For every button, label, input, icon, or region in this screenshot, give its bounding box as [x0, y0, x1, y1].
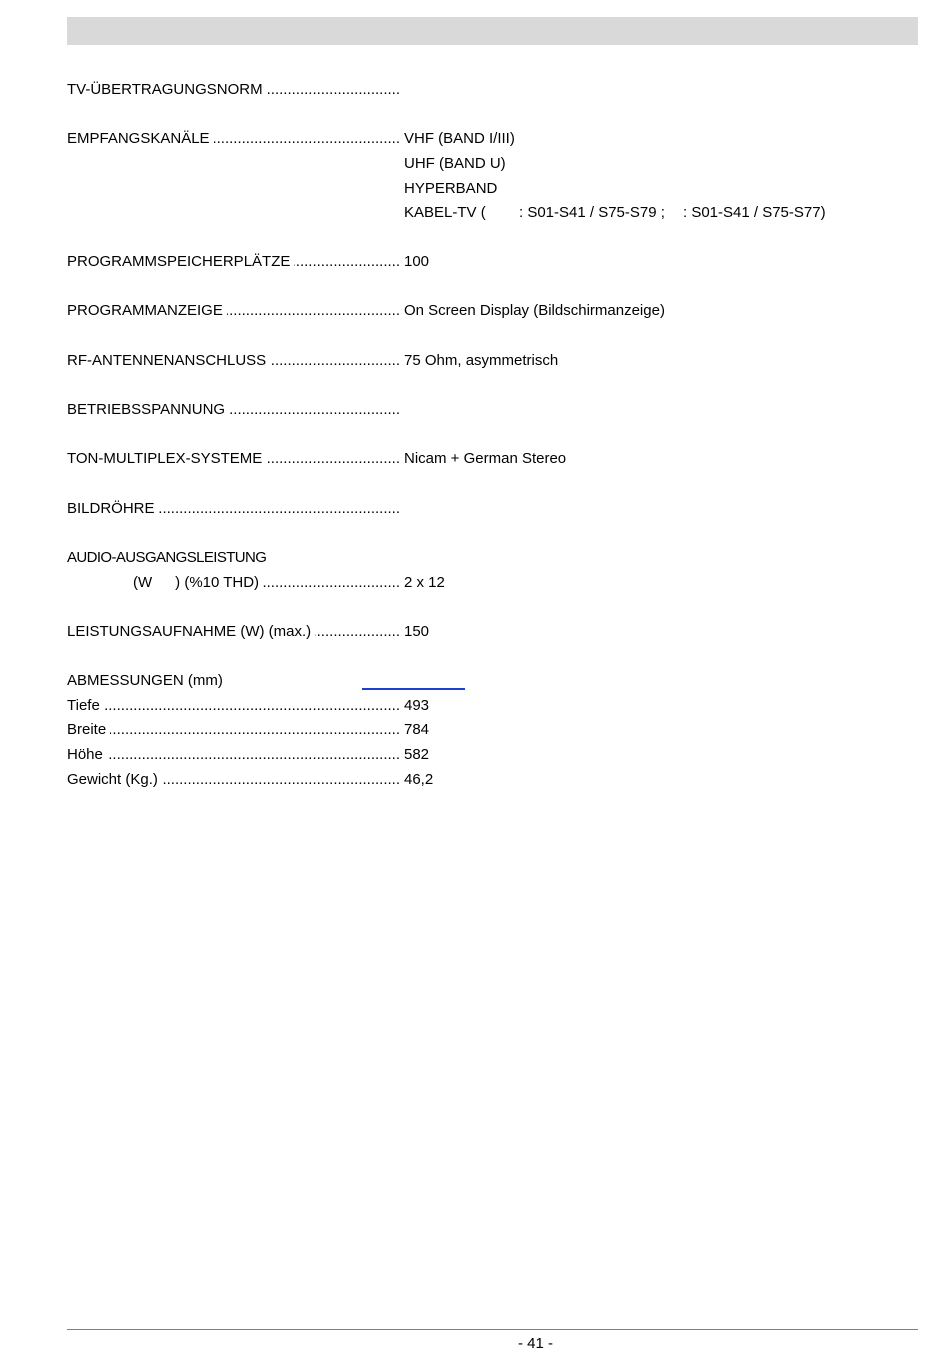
- dot-leader: [270, 352, 400, 370]
- spec-label: Höhe: [67, 746, 103, 763]
- dot-leader: [104, 697, 400, 715]
- spec-row-program-memory: [67, 253, 429, 271]
- dot-leader: [266, 450, 400, 468]
- spec-leader: [67, 81, 400, 99]
- spec-leader: [67, 746, 400, 764]
- spec-leader: [67, 771, 400, 789]
- spec-value: Nicam + German Stereo: [404, 450, 567, 467]
- dot-leader: [162, 771, 400, 789]
- spec-row-channels: [67, 130, 515, 148]
- spec-value-cable: [404, 204, 826, 222]
- link-underline: [362, 688, 465, 690]
- dot-leader: [229, 401, 400, 419]
- spec-label: PROGRAMMANZEIGE: [67, 302, 223, 319]
- spec-row-program-display: [67, 302, 665, 320]
- spec-value: 784: [404, 721, 430, 738]
- dot-leader: [159, 500, 400, 518]
- spec-row-sound-systems: [67, 450, 566, 468]
- cable-prefix: KABEL-TV (: [404, 204, 486, 221]
- spec-label: Breite: [67, 721, 107, 738]
- spec-value-hyperband: HYPERBAND: [404, 180, 498, 197]
- audio-unit-prefix: (W: [133, 574, 153, 591]
- cable-range-2: : S01-S41 / S75-S77): [683, 204, 826, 221]
- header-bar: [67, 17, 918, 45]
- spec-label: RF-ANTENNENANSCHLUSS: [67, 352, 267, 369]
- spec-row-audio-output: [67, 574, 445, 592]
- spec-value: 493: [404, 697, 430, 714]
- spec-leader: [67, 130, 400, 148]
- spec-value: 2 x 12: [404, 574, 445, 591]
- spec-label: Tiefe: [67, 697, 100, 714]
- spec-row-width: [67, 721, 429, 739]
- spec-value: 100: [404, 253, 430, 270]
- spec-row-rf-input: [67, 352, 558, 370]
- spec-leader: [67, 302, 400, 320]
- spec-label: [67, 574, 259, 592]
- spec-leader: [67, 352, 400, 370]
- spec-heading-dimensions: ABMESSUNGEN (mm): [67, 672, 223, 689]
- cable-range-1: : S01-S41 / S75-S79 ;: [519, 204, 665, 221]
- spec-row-tv-norm: [67, 81, 400, 99]
- dot-leader: [267, 81, 400, 99]
- spec-leader: [67, 721, 400, 739]
- spec-label: BILDRÖHRE: [67, 500, 155, 517]
- audio-unit-suffix: ) (%10 THD): [175, 574, 260, 591]
- spec-row-picture-tube: [67, 500, 400, 518]
- dot-leader: [110, 721, 400, 739]
- spec-value: 75 Ohm, asymmetrisch: [404, 352, 559, 369]
- spec-value: 582: [404, 746, 430, 763]
- spec-value: VHF (BAND I/III): [404, 130, 515, 147]
- spec-value-uhf: UHF (BAND U): [404, 155, 506, 172]
- spec-label: Gewicht (Kg.): [67, 771, 158, 788]
- spec-leader: [67, 253, 400, 271]
- spec-leader: [67, 697, 400, 715]
- page-number: - 41 -: [518, 1335, 554, 1352]
- dot-leader: [315, 623, 400, 641]
- spec-label: PROGRAMMSPEICHERPLÄTZE: [67, 253, 291, 270]
- dot-leader: [227, 302, 400, 320]
- spec-row-height: [67, 746, 429, 764]
- dot-leader: [214, 130, 400, 148]
- spec-row-weight: [67, 771, 433, 789]
- footer-rule: [67, 1329, 918, 1330]
- spec-leader: [67, 623, 400, 641]
- spec-row-power-consumption: [67, 623, 429, 641]
- dot-leader: [107, 746, 400, 764]
- spec-label: LEISTUNGSAUFNAHME (W) (max.): [67, 623, 312, 640]
- spec-heading-audio-output: AUDIO-AUSGANGSLEISTUNG: [67, 549, 267, 566]
- spec-value: On Screen Display (Bildschirmanzeige): [404, 302, 665, 319]
- spec-row-depth: [67, 697, 429, 715]
- spec-leader: [67, 574, 400, 592]
- spec-value: 46,2: [404, 771, 434, 788]
- spec-leader: [67, 450, 400, 468]
- spec-leader: [67, 500, 400, 518]
- spec-leader: [67, 401, 400, 419]
- spec-label: BETRIEBSSPANNUNG: [67, 401, 226, 418]
- spec-label: TON-MULTIPLEX-SYSTEME: [67, 450, 263, 467]
- spec-label: TV-ÜBERTRAGUNGSNORM: [67, 81, 263, 98]
- dot-leader: [263, 574, 400, 592]
- spec-label: EMPFANGSKANÄLE: [67, 130, 210, 147]
- dot-leader: [294, 253, 400, 271]
- spec-value: 150: [404, 623, 430, 640]
- spec-row-operating-voltage: [67, 401, 400, 419]
